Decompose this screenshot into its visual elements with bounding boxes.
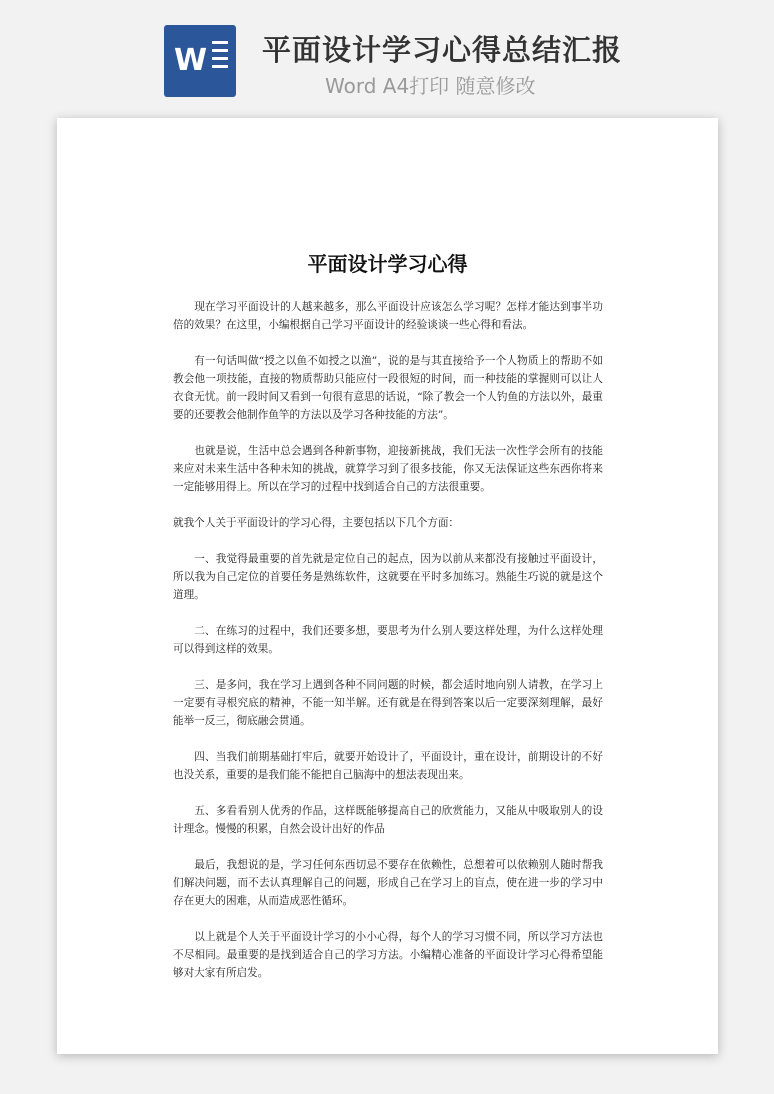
word-logo-letter: W: [174, 43, 208, 78]
paragraph: 有一句话叫做“授之以鱼不如授之以渔”，说的是与其直接给予一个人物质上的帮助不如教会他一项技能，直接的物质帮助只能应付一段很短的时间，而一种技能的掌握则可以让人衣食无忧。前一段时间又看到一句很有意思的话说，“除了教会一个人钓鱼的方法以外，最重要的还要教会他制作鱼竿的方法以及学习各种技能的方法”。: [173, 355, 603, 421]
banner-title: 平面设计学习心得总结汇报: [262, 33, 623, 67]
word-logo-icon: [164, 25, 236, 97]
paragraph: 二、在练习的过程中，我们还要多想，要思考为什么别人要这样处理，为什么这样处理可以得到这样的效果。: [173, 625, 603, 655]
word-logo-lines: [212, 41, 228, 73]
paragraph: 一、我觉得最重要的首先就是定位自己的起点，因为以前从来都没有接触过平面设计，所以我为自己定位的首要任务是熟练软件，这就要在平时多加练习。熟能生巧说的就是这个道理。: [173, 553, 603, 601]
banner-subtitle: Word A4打印 随意修改: [325, 74, 536, 98]
paragraph: 也就是说，生活中总会遇到各种新事物，迎接新挑战，我们无法一次性学会所有的技能来应对未来生活中各种未知的挑战，就算学习到了很多技能，你又无法保证这些东西你将来一定能够用得上。所以在学习的过程中找到适合自己的方法很重要。: [173, 445, 603, 493]
paragraph: 四、当我们前期基础打牢后，就要开始设计了，平面设计，重在设计，前期设计的不好也没关系，重要的是我们能不能把自己脑海中的想法表现出来。: [173, 751, 603, 781]
document-page: [57, 118, 718, 1054]
paragraph: 就我个人关于平面设计的学习心得，主要包括以下几个方面：: [173, 517, 460, 529]
paragraph: 最后，我想说的是，学习任何东西切忌不要存在依赖性，总想着可以依赖别人随时帮我们解决问题，而不去认真理解自己的问题，形成自己在学习上的盲点，使在进一步的学习中存在更大的困难，从而造成恶性循环。: [173, 859, 603, 907]
paragraph: 以上就是个人关于平面设计学习的小小心得，每个人的学习习惯不同，所以学习方法也不尽相同。最重要的是找到适合自己的学习方法。小编精心准备的平面设计学习心得希望能够对大家有所启发。: [173, 931, 603, 979]
banner: [0, 0, 774, 110]
document-body: [173, 298, 603, 1000]
document-title: 平面设计学习心得: [307, 252, 468, 276]
paragraph: 现在学习平面设计的人越来越多，那么平面设计应该怎么学习呢？怎样才能达到事半功倍的效果？在这里，小编根据自己学习平面设计的经验谈谈一些心得和看法。: [173, 301, 603, 331]
paragraph: 三、是多问，我在学习上遇到各种不同问题的时候，都会适时地向别人请教，在学习上一定要有寻根究底的精神，不能一知半解。还有就是在得到答案以后一定要深刻理解，最好能举一反三，彻底融会贯通。: [173, 679, 603, 727]
paragraph: 五、多看看别人优秀的作品，这样既能够提高自己的欣赏能力，又能从中吸取别人的设计理念。慢慢的积累，自然会设计出好的作品: [173, 805, 603, 835]
